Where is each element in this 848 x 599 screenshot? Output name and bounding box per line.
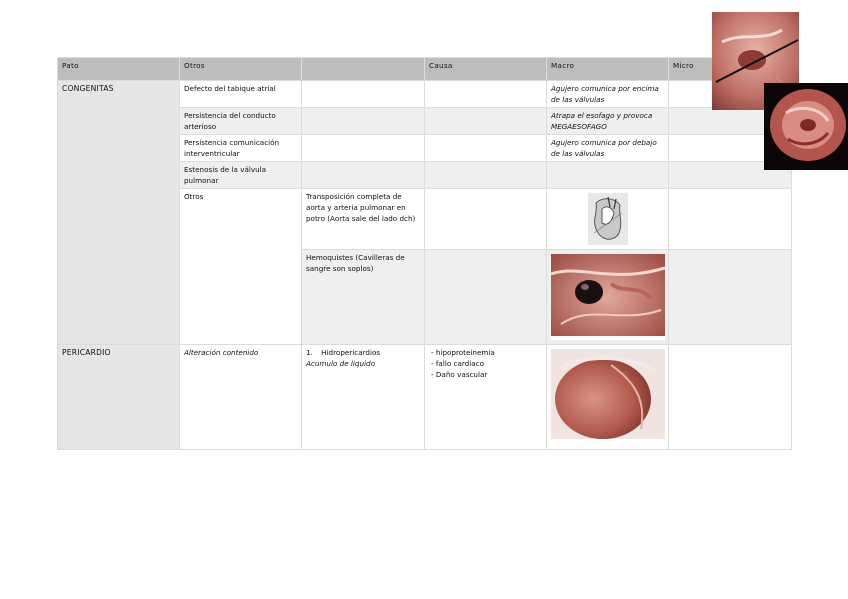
list-item: - hipoproteinemia — [431, 347, 542, 358]
cell-otros: Estenosis de la válvula pulmonar — [180, 162, 302, 189]
hemocyst-photo — [551, 254, 665, 340]
header-micro: Micro — [669, 58, 792, 81]
table-row — [58, 345, 792, 450]
cell-detalle: Hemoquistes (Cavilleras de sangre son soplos) — [302, 250, 425, 345]
header-macro: Macro — [547, 58, 669, 81]
header-pato: Pato — [58, 58, 180, 81]
cell-detalle — [302, 81, 425, 108]
transposition-diagram — [588, 193, 628, 245]
cell-otros: Defecto del tabique atrial — [180, 81, 302, 108]
cell-macro: Agujero comunica por encima de las válvulas — [547, 81, 669, 108]
list-item: - fallo cardiaco — [431, 358, 542, 369]
cell-macro — [547, 250, 669, 345]
heart-photo-corner-bottom — [764, 83, 848, 170]
cell-otros: Otros — [180, 189, 302, 345]
pericardium-photo — [551, 349, 665, 445]
cell-detalle — [302, 135, 425, 162]
header-blank — [302, 58, 425, 81]
group-congenitas: CONGENITAS — [58, 81, 180, 345]
cell-causa — [425, 345, 547, 450]
detalle-text: Hidropericardios — [321, 348, 381, 357]
pathology-table — [57, 57, 792, 450]
cell-micro — [669, 189, 792, 250]
cause-list — [429, 347, 542, 380]
header-otros: Otros — [180, 58, 302, 81]
header-causa: Causa — [425, 58, 547, 81]
cell-causa — [425, 162, 547, 189]
list-item: - Daño vascular — [431, 369, 542, 380]
cell-macro: Agujero comunica por debajo de las válvulas — [547, 135, 669, 162]
group-pericardio: PERICARDIO — [58, 345, 180, 450]
cell-causa — [425, 81, 547, 108]
cell-causa — [425, 250, 547, 345]
table-header-row — [58, 58, 792, 81]
cell-causa — [425, 189, 547, 250]
cell-macro — [547, 162, 669, 189]
cell-detalle — [302, 345, 425, 450]
detalle-text-2: Acumulo de liquido — [306, 359, 375, 368]
cell-micro — [669, 250, 792, 345]
cell-macro: Atrapa el esofago y provoca MEGAESOFAGO — [547, 108, 669, 135]
cell-otros: Persistencia comunicación interventricular — [180, 135, 302, 162]
cell-detalle — [302, 108, 425, 135]
detalle-item — [306, 347, 420, 358]
detalle-number: 1. — [306, 348, 313, 357]
table-row — [58, 81, 792, 108]
cell-macro — [547, 345, 669, 450]
cell-micro — [669, 345, 792, 450]
cell-detalle: Transposición completa de aorta y arteria pulmonar en potro (Aorta sale del lado dch) — [302, 189, 425, 250]
cell-detalle — [302, 162, 425, 189]
cell-otros: Alteración contenido — [180, 345, 302, 450]
cell-causa — [425, 135, 547, 162]
cell-otros: Persistencia del conducto arterioso — [180, 108, 302, 135]
cell-causa — [425, 108, 547, 135]
cell-macro — [547, 189, 669, 250]
